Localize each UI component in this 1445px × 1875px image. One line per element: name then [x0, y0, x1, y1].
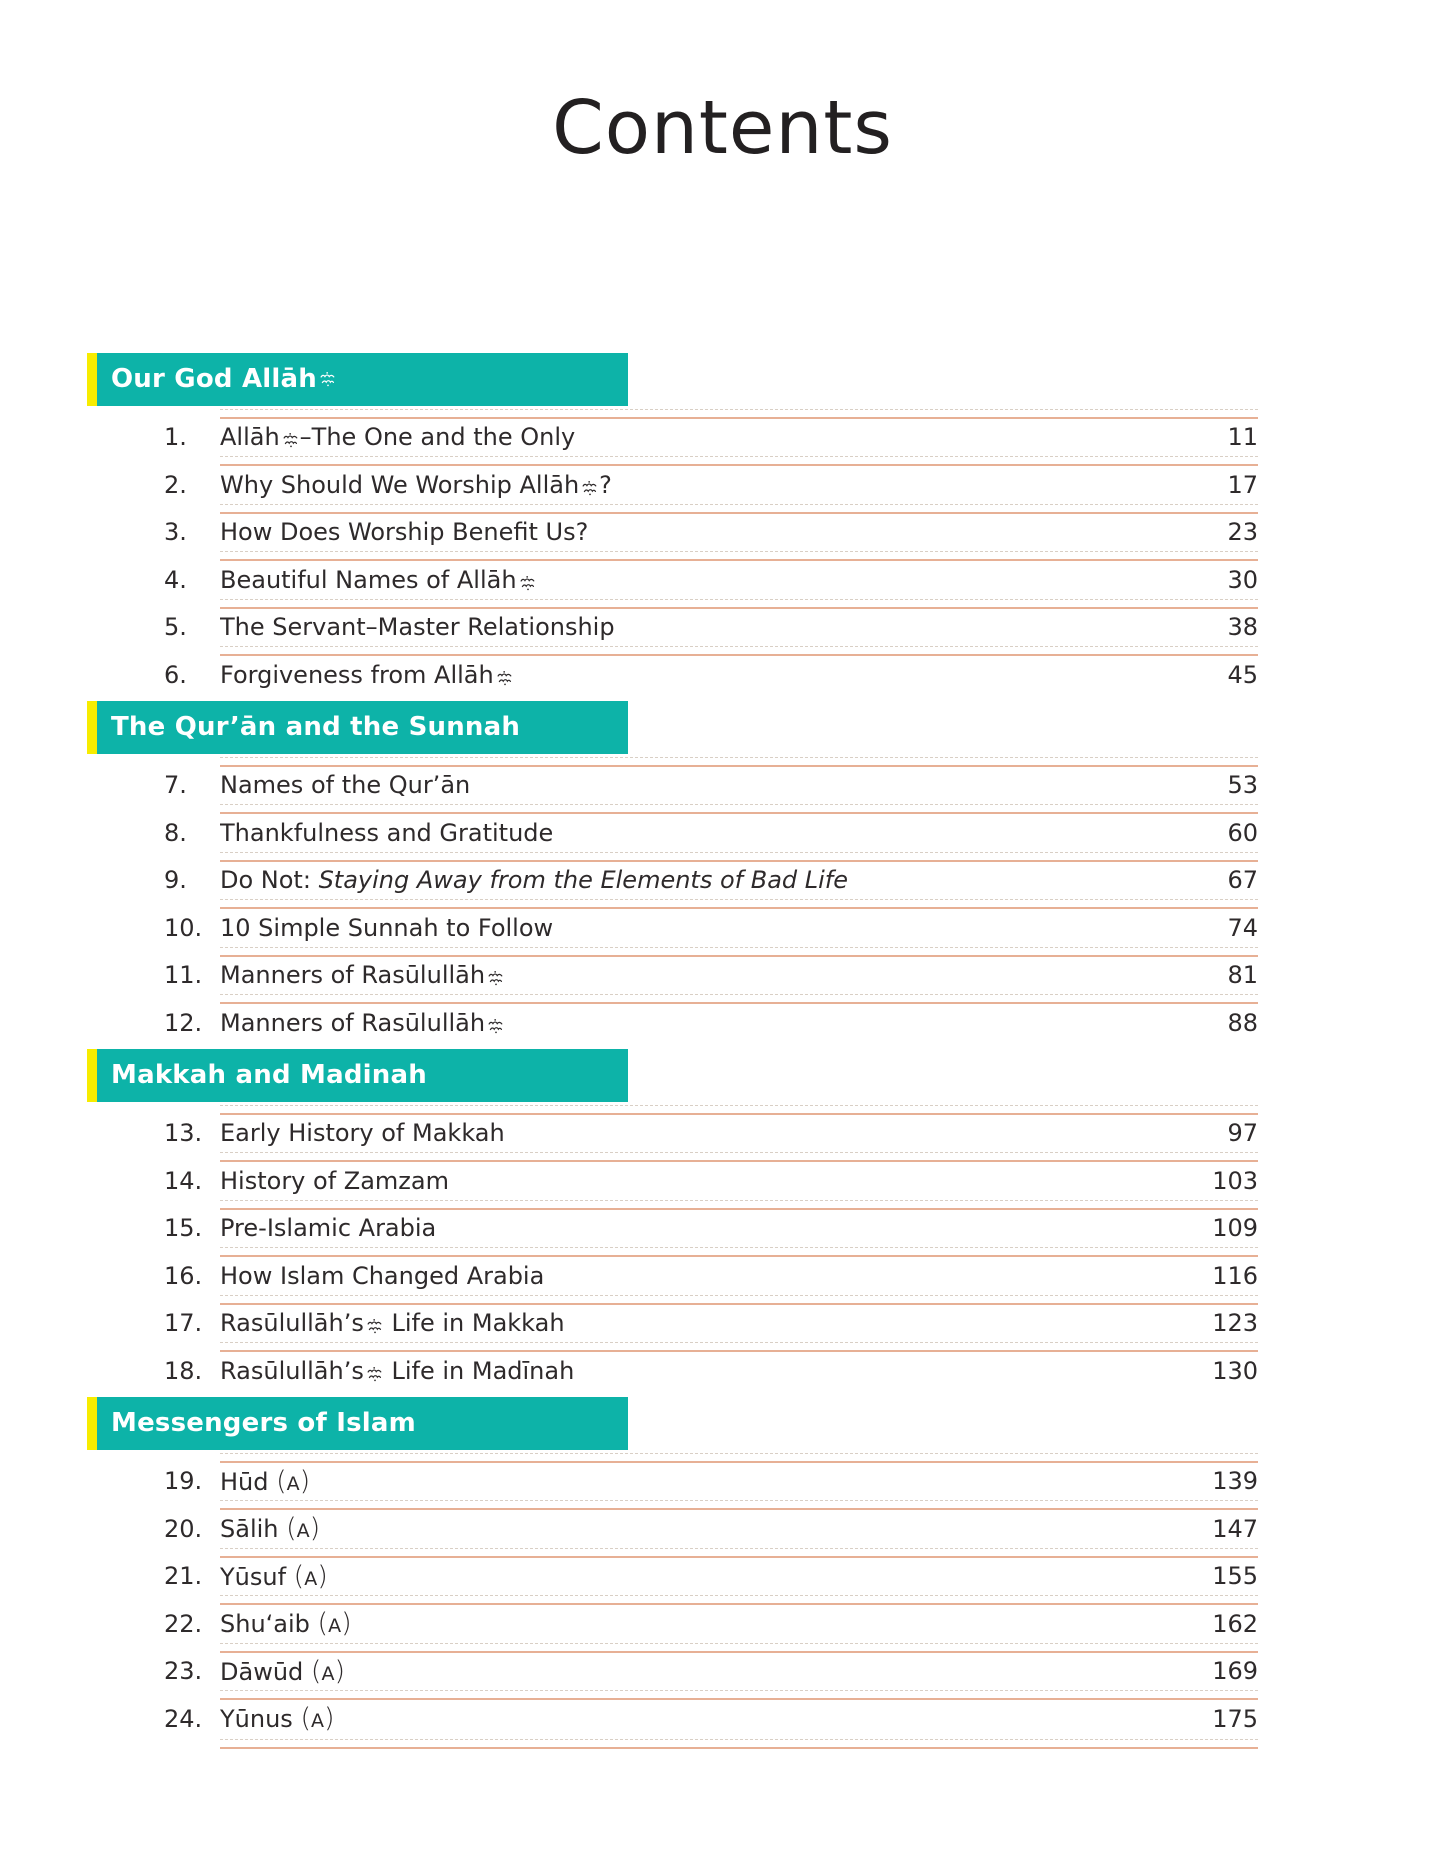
toc-row-line: [87, 561, 1258, 598]
text-segment: Hūd: [220, 1467, 277, 1496]
row-number: 2.: [164, 470, 187, 499]
row-title: [220, 1656, 1202, 1687]
text-segment: Rasūlullāh’s: [220, 1309, 364, 1338]
row-page-number: 116: [1212, 1261, 1258, 1290]
row-number: 16.: [164, 1261, 203, 1290]
honorific-swt-icon: [581, 480, 598, 497]
honorific-alayhissalam: (A): [317, 1608, 352, 1640]
section-accent-bar: [87, 1049, 97, 1102]
row-number: 7.: [164, 771, 187, 800]
row-title: [220, 1357, 1202, 1385]
row-number: 23.: [164, 1657, 203, 1686]
separator: [220, 1643, 1258, 1653]
toc-row: [87, 947, 1258, 995]
text-segment: Allāh: [220, 423, 280, 452]
row-page-number: 103: [1212, 1166, 1258, 1195]
toc-section: [87, 701, 1258, 1042]
toc-row: [87, 852, 1258, 900]
text-segment: Forgiveness from Allāh: [220, 660, 494, 689]
row-title: [220, 423, 1217, 451]
row-number: 1.: [164, 423, 187, 452]
separator: [220, 852, 1258, 862]
text-segment: Makkah and Madinah: [111, 1060, 427, 1091]
toc-row-line: [87, 1257, 1258, 1294]
separator: [220, 1152, 1258, 1162]
row-title: [220, 1561, 1202, 1592]
text-segment: The Servant–Master Relationship: [220, 613, 615, 642]
italic-text-segment: Staying Away from the Elements of Bad Life: [318, 866, 849, 895]
toc-row: [87, 551, 1258, 599]
row-number: 9.: [164, 866, 187, 895]
honorific-swt-icon: [496, 670, 513, 687]
row-page-number: 30: [1227, 565, 1258, 594]
separator: [220, 1453, 1258, 1463]
toc-row-line: [87, 909, 1258, 946]
row-title: [220, 518, 1217, 546]
toc-row-line: [87, 1162, 1258, 1199]
row-page-number: 169: [1212, 1657, 1258, 1686]
row-page-number: 162: [1212, 1609, 1258, 1638]
honorific-swt-icon: [319, 371, 336, 388]
toc-row: [87, 1643, 1258, 1691]
row-page-number: 139: [1212, 1467, 1258, 1496]
toc-row-line: [87, 466, 1258, 503]
row-title: [220, 1119, 1217, 1147]
text-segment: Manners of Rasūlullāh: [220, 961, 486, 990]
row-page-number: 97: [1227, 1119, 1258, 1148]
separator: [220, 1295, 1258, 1305]
text-segment: Manners of Rasūlullāh: [220, 1008, 486, 1037]
toc-row: [87, 599, 1258, 647]
row-number: 14.: [164, 1166, 203, 1195]
toc-row-line: [87, 656, 1258, 693]
row-title: [220, 914, 1217, 942]
separator: [220, 1595, 1258, 1605]
toc-row-line: [87, 1352, 1258, 1389]
honorific-swt-icon: [519, 575, 536, 592]
row-page-number: 155: [1212, 1562, 1258, 1591]
row-title: [220, 1309, 1202, 1337]
row-title: [220, 866, 1217, 894]
separator: [220, 646, 1258, 656]
row-number: 5.: [164, 613, 187, 642]
row-page-number: 53: [1227, 771, 1258, 800]
toc-row: [87, 1548, 1258, 1596]
row-page-number: 38: [1227, 613, 1258, 642]
text-segment: –The One and the Only: [299, 423, 576, 452]
row-number: 6.: [164, 660, 187, 689]
row-number: 10.: [164, 913, 203, 942]
toc-row: [87, 1200, 1258, 1248]
toc-row-line: [87, 957, 1258, 994]
row-page-number: 11: [1227, 423, 1258, 452]
separator: [220, 551, 1258, 561]
section-label: [97, 1397, 628, 1450]
toc-row-line: [87, 1653, 1258, 1690]
honorific-saw-icon: [487, 970, 504, 987]
row-title: [220, 1466, 1202, 1497]
separator: [220, 409, 1258, 419]
row-page-number: 81: [1227, 961, 1258, 990]
row-page-number: 175: [1212, 1704, 1258, 1733]
separator: [220, 1690, 1258, 1700]
separator: [220, 1247, 1258, 1257]
row-page-number: 88: [1227, 1008, 1258, 1037]
row-number: 24.: [164, 1704, 203, 1733]
section-accent-bar: [87, 1397, 97, 1450]
toc-row-line: [87, 1558, 1258, 1595]
row-number: 8.: [164, 818, 187, 847]
toc-row-line: [87, 1210, 1258, 1247]
page-title: Contents: [552, 85, 893, 171]
row-number: 4.: [164, 565, 187, 594]
separator: [220, 899, 1258, 909]
section-rows: [87, 406, 1258, 694]
row-number: 11.: [164, 961, 203, 990]
separator: [220, 1105, 1258, 1115]
text-segment: Shu‘aib: [220, 1610, 318, 1639]
toc-row: [87, 994, 1258, 1042]
row-title: [220, 1214, 1202, 1242]
text-segment: 10 Simple Sunnah to Follow: [220, 913, 554, 942]
honorific-alayhissalam: (A): [300, 1703, 335, 1735]
toc-row-line: [87, 1700, 1258, 1737]
section-header-band: [87, 1397, 628, 1450]
section-header-band: [87, 701, 628, 754]
separator: [220, 1500, 1258, 1510]
text-segment: History of Zamzam: [220, 1166, 449, 1195]
row-title: [220, 1703, 1202, 1734]
honorific-alayhissalam: (A): [310, 1655, 345, 1687]
section-header-band: [87, 1049, 628, 1102]
separator: [220, 994, 1258, 1004]
row-title: [220, 771, 1217, 799]
section-accent-bar: [87, 701, 97, 754]
text-segment: Early History of Makkah: [220, 1119, 505, 1148]
row-number: 22.: [164, 1609, 203, 1638]
row-number: 12.: [164, 1008, 203, 1037]
row-title: [220, 1513, 1202, 1544]
text-segment: Beautiful Names of Allāh: [220, 565, 517, 594]
separator: [220, 1739, 1258, 1749]
toc-row-line: [87, 419, 1258, 456]
row-page-number: 23: [1227, 518, 1258, 547]
section-header-band: [87, 353, 628, 406]
row-page-number: 130: [1212, 1356, 1258, 1385]
text-segment: Pre-Islamic Arabia: [220, 1214, 437, 1243]
row-page-number: 60: [1227, 818, 1258, 847]
text-segment: Rasūlullāh’s: [220, 1356, 364, 1385]
text-segment: Sālih: [220, 1515, 287, 1544]
honorific-alayhissalam: (A): [276, 1465, 311, 1497]
text-segment: How Islam Changed Arabia: [220, 1261, 545, 1290]
toc-row: [87, 646, 1258, 694]
text-segment: Thankfulness and Gratitude: [220, 818, 554, 847]
toc-row: [87, 1453, 1258, 1501]
toc-row: [87, 1152, 1258, 1200]
row-page-number: 109: [1212, 1214, 1258, 1243]
row-number: 17.: [164, 1309, 203, 1338]
text-segment: Yūsuf: [220, 1562, 294, 1591]
toc-row: [87, 1295, 1258, 1343]
section-rows: [87, 1102, 1258, 1390]
toc-row-line: [87, 609, 1258, 646]
text-segment: Life in Makkah: [383, 1309, 565, 1338]
toc-row: [87, 1595, 1258, 1643]
honorific-saw-icon: [366, 1318, 383, 1335]
toc-row-line: [87, 767, 1258, 804]
row-title: [220, 661, 1217, 689]
row-number: 3.: [164, 518, 187, 547]
row-page-number: 45: [1227, 660, 1258, 689]
toc-row: [87, 409, 1258, 457]
row-title: [220, 613, 1217, 641]
row-number: 15.: [164, 1214, 203, 1243]
honorific-saw-icon: [366, 1366, 383, 1383]
row-title: [220, 961, 1217, 989]
toc-section: [87, 1397, 1258, 1749]
text-segment: Do Not:: [220, 866, 319, 895]
honorific-alayhissalam: (A): [286, 1513, 321, 1545]
honorific-saw-icon: [487, 1018, 504, 1035]
row-page-number: 123: [1212, 1309, 1258, 1338]
row-title: [220, 819, 1217, 847]
row-page-number: 17: [1227, 470, 1258, 499]
section-accent-bar: [87, 353, 97, 406]
toc-row: [87, 1690, 1258, 1738]
toc-row-line: [87, 514, 1258, 551]
separator: [220, 947, 1258, 957]
toc-row-line: [87, 862, 1258, 899]
row-title: [220, 1009, 1217, 1037]
row-title: [220, 1167, 1202, 1195]
row-number: 18.: [164, 1356, 203, 1385]
row-number: 21.: [164, 1562, 203, 1591]
separator: [220, 804, 1258, 814]
toc-row-line: [87, 1004, 1258, 1041]
toc-row: [87, 757, 1258, 805]
toc-row-line: [87, 1510, 1258, 1547]
row-title: [220, 471, 1217, 499]
toc-row-line: [87, 1305, 1258, 1342]
toc-row: [87, 804, 1258, 852]
toc-row: [87, 456, 1258, 504]
row-title: [220, 1608, 1202, 1639]
toc-row-line: [87, 1115, 1258, 1152]
text-segment: How Does Worship Benefit Us?: [220, 518, 589, 547]
row-page-number: 74: [1227, 913, 1258, 942]
section-rows: [87, 1450, 1258, 1749]
text-segment: Life in Madīnah: [383, 1356, 575, 1385]
row-page-number: 67: [1227, 866, 1258, 895]
text-segment: Messengers of Islam: [111, 1408, 416, 1439]
section-label: [97, 353, 628, 406]
honorific-swt-icon: [282, 432, 299, 449]
row-number: 13.: [164, 1119, 203, 1148]
text-segment: Why Should We Worship Allāh: [220, 470, 580, 499]
toc-row: [87, 1247, 1258, 1295]
toc-row-line: [87, 1605, 1258, 1642]
text-segment: ?: [599, 470, 612, 499]
separator: [220, 599, 1258, 609]
separator: [220, 456, 1258, 466]
honorific-alayhissalam: (A): [293, 1560, 328, 1592]
separator: [220, 504, 1258, 514]
row-title: [220, 1262, 1202, 1290]
section-label: [97, 1049, 628, 1102]
sections: [87, 353, 1258, 1749]
section-rows: [87, 754, 1258, 1042]
text-segment: Yūnus: [220, 1705, 301, 1734]
toc-row: [87, 1500, 1258, 1548]
separator: [220, 1200, 1258, 1210]
toc-row: [87, 1342, 1258, 1390]
toc-row: [87, 504, 1258, 552]
row-title: [220, 566, 1217, 594]
section-label: [97, 701, 628, 754]
toc-section: [87, 1049, 1258, 1390]
row-page-number: 147: [1212, 1514, 1258, 1543]
toc-row: [87, 899, 1258, 947]
row-number: 19.: [164, 1467, 203, 1496]
separator: [220, 757, 1258, 767]
text-segment: Our God Allāh: [111, 364, 317, 395]
row-number: 20.: [164, 1514, 203, 1543]
toc-row-line: [87, 814, 1258, 851]
separator: [220, 1548, 1258, 1558]
text-segment: Dāwūd: [220, 1657, 311, 1686]
separator: [220, 1342, 1258, 1352]
text-segment: The Qur’ān and the Sunnah: [111, 712, 521, 743]
toc-section: [87, 353, 1258, 694]
toc-row-line: [87, 1463, 1258, 1500]
text-segment: Names of the Qur’ān: [220, 771, 471, 800]
toc-row: [87, 1105, 1258, 1153]
